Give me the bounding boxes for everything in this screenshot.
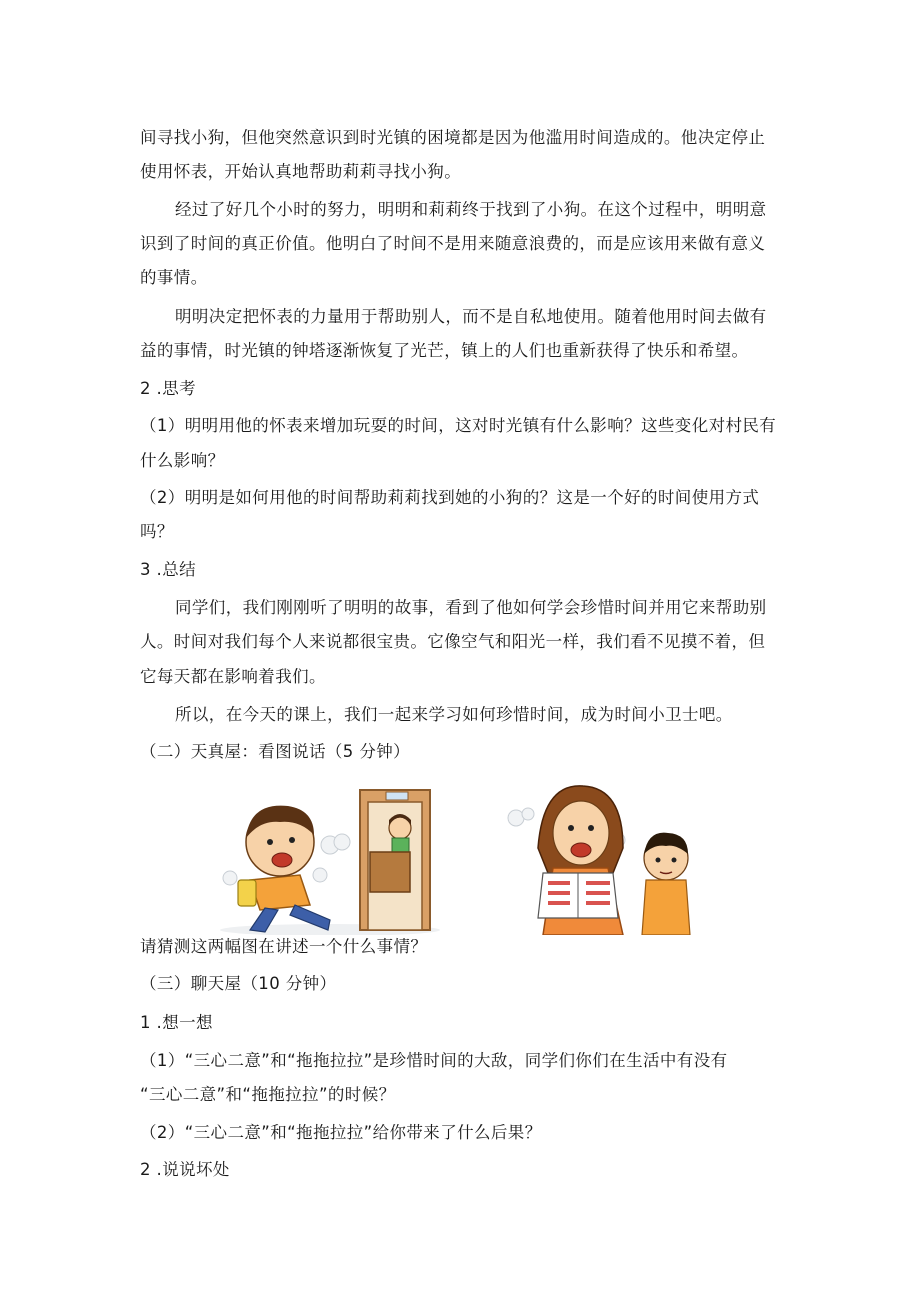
section-heading: 2 .说说坏处 xyxy=(140,1160,230,1179)
paragraph-line: 它每天都在影响着我们。 xyxy=(140,667,326,686)
section-heading: 2 .思考 xyxy=(140,379,196,398)
question-line: （2）“三心二意”和“拖拖拉拉”给你带来了什么后果？ xyxy=(140,1123,542,1142)
paragraph-line: 所以，在今天的课上，我们一起来学习如何珍惜时间，成为时间小卫士吧。 xyxy=(175,705,733,724)
question-line: （1）明明用他的怀表来增加玩耍的时间，这对时光镇有什么影响？这些变化对村民有 xyxy=(140,416,777,435)
question-line: 请猜测这两幅图在讲述一个什么事情？ xyxy=(140,937,428,956)
question-line: 吗？ xyxy=(140,522,174,541)
paragraph-line: 人。时间对我们每个人来说都很宝贵。它像空气和阳光一样，我们看不见摸不着，但 xyxy=(140,632,766,651)
illustration-running-boy xyxy=(210,780,455,935)
illustration-mother-and-boy xyxy=(498,778,708,935)
section-heading: 1 .想一想 xyxy=(140,1013,213,1032)
paragraph-line: 识到了时间的真正价值。他明白了时间不是用来随意浪费的，而是应该用来做有意义 xyxy=(140,234,766,253)
question-line: “三心二意”和“拖拖拉拉”的时候？ xyxy=(140,1085,396,1104)
paragraph-line: 同学们，我们刚刚听了明明的故事，看到了他如何学会珍惜时间并用它来帮助别 xyxy=(175,598,767,617)
section-heading: （二）天真屋：看图说话（5 分钟） xyxy=(140,742,411,761)
paragraph-line: 经过了好几个小时的努力，明明和莉莉终于找到了小狗。在这个过程中，明明意 xyxy=(175,200,767,219)
paragraph-line: 明明决定把怀表的力量用于帮助别人，而不是自私地使用。随着他用时间去做有 xyxy=(175,307,767,326)
question-line: 什么影响？ xyxy=(140,451,225,470)
paragraph-line: 使用怀表，开始认真地帮助莉莉寻找小狗。 xyxy=(140,162,462,181)
paragraph-line: 益的事情，时光镇的钟塔逐渐恢复了光芒，镇上的人们也重新获得了快乐和希望。 xyxy=(140,341,749,360)
question-line: （1）“三心二意”和“拖拖拉拉”是珍惜时间的大敌，同学们你们在生活中有没有 xyxy=(140,1051,728,1070)
section-heading: 3 .总结 xyxy=(140,560,196,579)
section-heading: （三）聊天屋（10 分钟） xyxy=(140,974,337,993)
question-line: （2）明明是如何用他的时间帮助莉莉找到她的小狗的？这是一个好的时间使用方式 xyxy=(140,488,760,507)
paragraph-line: 间寻找小狗，但他突然意识到时光镇的困境都是因为他滥用时间造成的。他决定停止 xyxy=(140,128,766,147)
paragraph-line: 的事情。 xyxy=(140,268,208,287)
